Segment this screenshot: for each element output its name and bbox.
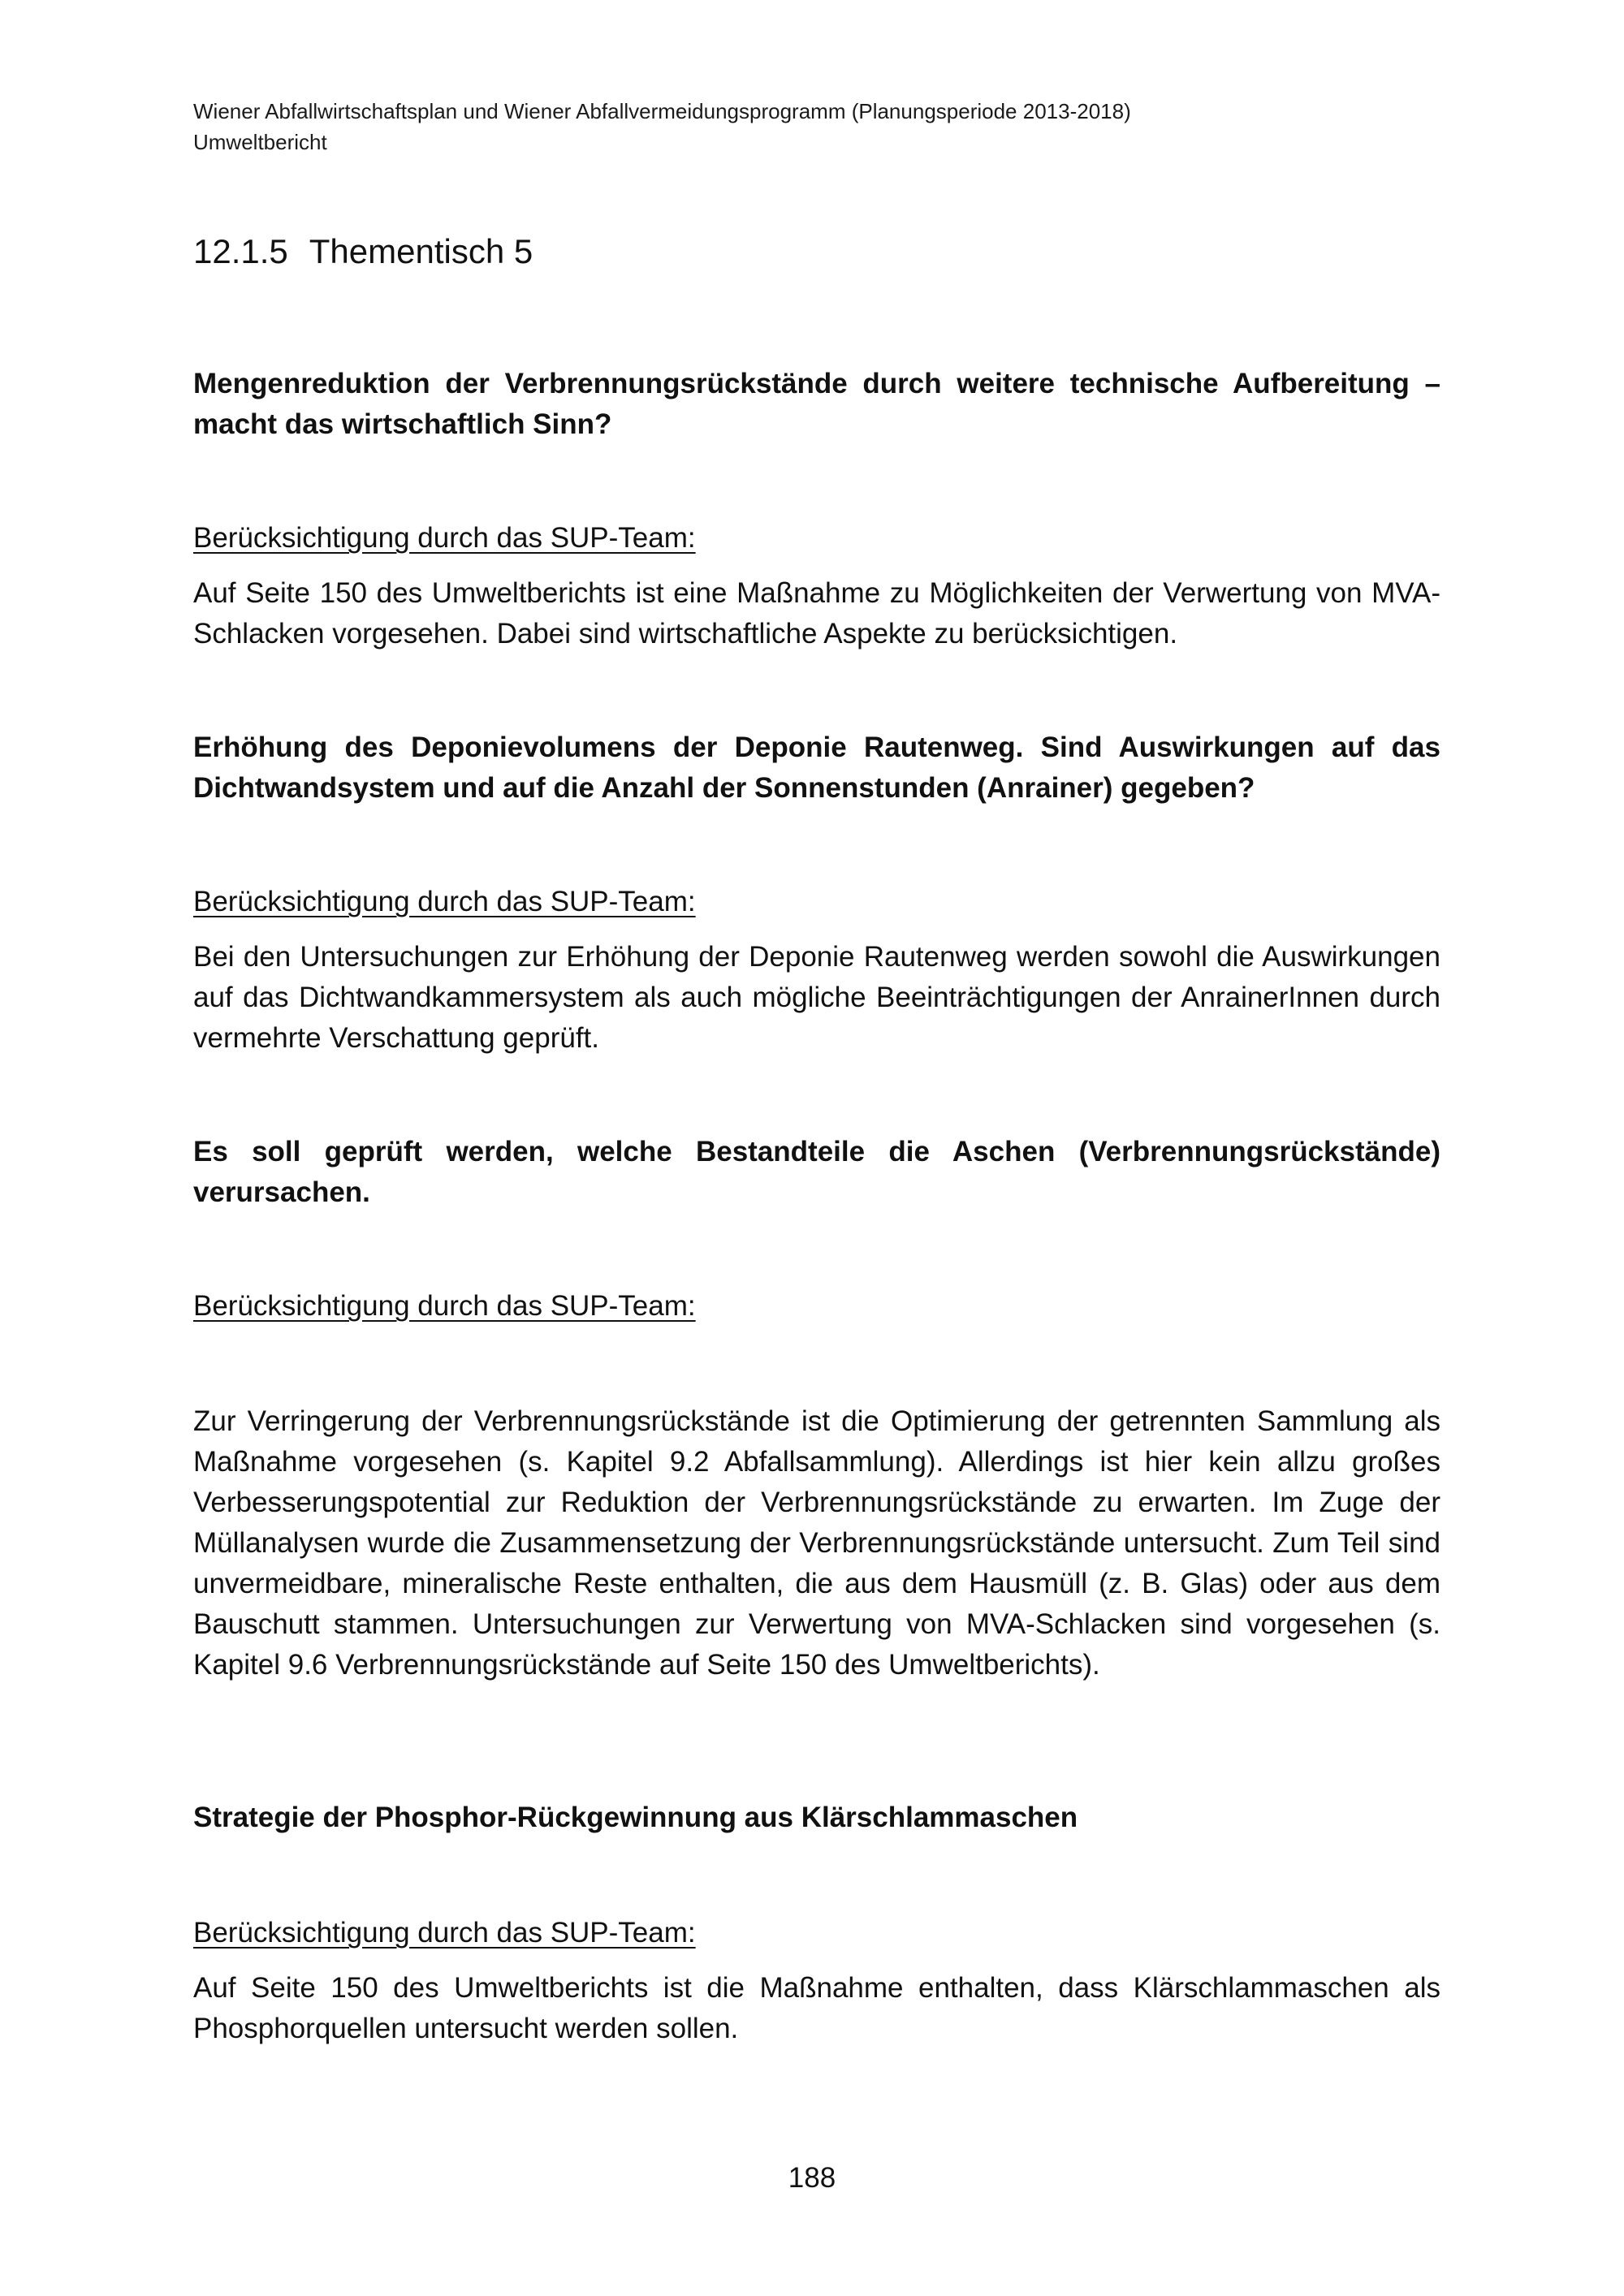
answer-3: Zur Verringerung der Verbrennungsrückstände ist die Optimierung der getrennten Sammlung als Maßnahme vorgesehen (s. Kapitel 9.2 Abfallsammlung). Allerdings ist hier kein allzu großes Verbesserungspotential zur Reduktion der Verbrennungsrückstände zu erwarten. Im Zuge der Müllanalysen wurde die Zusammensetzung der Verbrennungsrückstände untersucht. Zum Teil sind unvermeidbare, mineralische Reste enthalten, die aus dem Hausmüll (z. B. Glas) oder aus dem Bauschutt stammen. Untersuchungen zur Verwertung von MVA-Schlacken sind vorgesehen (s. Kapitel 9.6 Verbrennungsrückstände auf Seite 150 des Umweltberichts). (193, 1405, 1440, 1681)
question-3: Es soll geprüft werden, welche Bestandteile die Aschen (Verbrennungsrückstände) verursachen. (193, 1136, 1440, 1208)
section-number: 12.1.5 (193, 232, 288, 270)
answer-2: Bei den Untersuchungen zur Erhöhung der Deponie Rautenweg werden sowohl die Auswirkungen auf das Dichtwandkammersystem als auch mögliche Beeinträchtigungen der AnrainerInnen durch vermehrte Verschattung geprüft. (193, 941, 1440, 1054)
question-1: Mengenreduktion der Verbrennungsrückstände durch weitere technische Aufbereitung – macht das wirtschaftlich Sinn? (193, 368, 1440, 440)
question-2: Erhöhung des Deponievolumens der Deponie Rautenweg. Sind Auswirkungen auf das Dichtwandsystem und auf die Anzahl der Sonnenstunden (Anrainer) gegeben? (193, 732, 1440, 804)
question-4: Strategie der Phosphor-Rückgewinnung aus Klärschlammaschen (193, 1802, 1078, 1833)
section-heading (193, 229, 533, 274)
section-title: Thementisch 5 (309, 232, 533, 270)
answer-4: Auf Seite 150 des Umweltberichts ist die Maßnahme enthalten, dass Klärschlammaschen als Phosphorquellen untersucht werden sollen. (193, 1972, 1440, 2044)
running-header (193, 96, 1444, 158)
running-header-subtitle: Umweltbericht (193, 130, 327, 154)
running-header-title: Wiener Abfallwirtschaftsplan und Wiener Abfallvermeidungsprogramm (Planungsperiode 2013-2018) (193, 99, 1131, 123)
consideration-label-1: Berücksichtigung durch das SUP-Team: (193, 522, 696, 554)
consideration-label-3: Berücksichtigung durch das SUP-Team: (193, 1290, 696, 1322)
consideration-label-4: Berücksichtigung durch das SUP-Team: (193, 1917, 696, 1949)
answer-1: Auf Seite 150 des Umweltberichts ist eine Maßnahme zu Möglichkeiten der Verwertung von MVA-Schlacken vorgesehen. Dabei sind wirtschaftliche Aspekte zu berücksichtigen. (193, 577, 1440, 650)
consideration-label-2: Berücksichtigung durch das SUP-Team: (193, 886, 696, 917)
page-number: 188 (788, 2162, 836, 2194)
